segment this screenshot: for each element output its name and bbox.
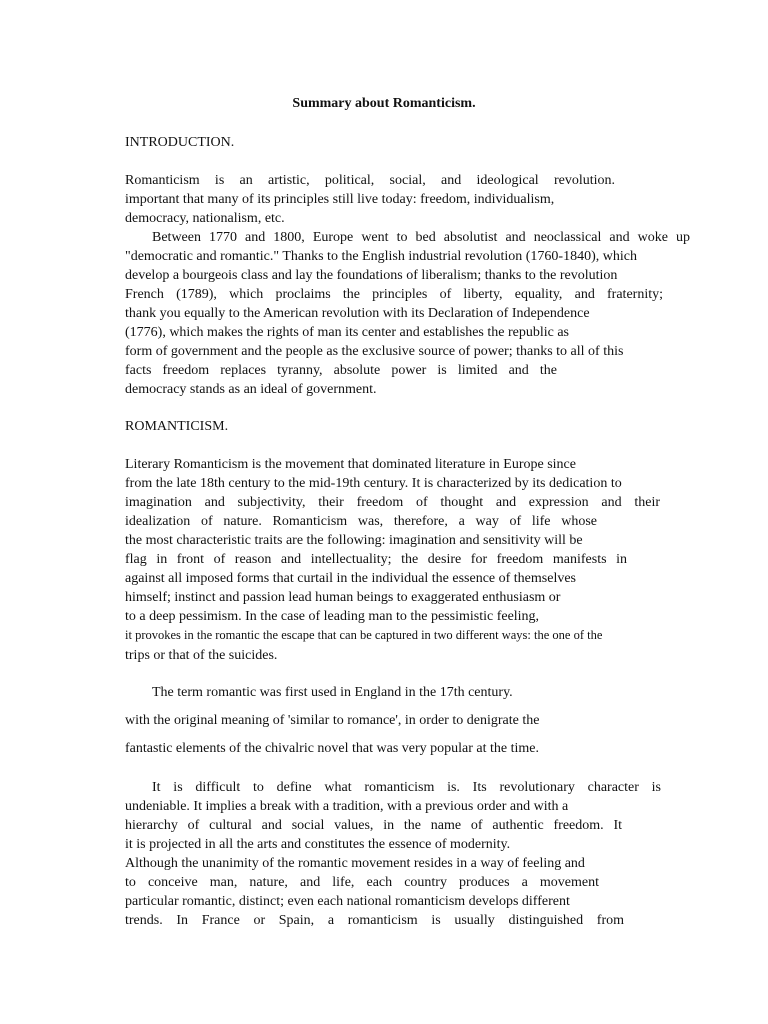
text-line: thank you equally to the American revolution with its Declaration of Independence	[125, 306, 590, 321]
text-line: The term romantic was first used in England in the 17th century.	[152, 685, 513, 700]
text-line: with the original meaning of 'similar to romance', in order to denigrate the	[125, 713, 540, 728]
text-line: against all imposed forms that curtail in the individual the essence of themselves	[125, 571, 576, 586]
text-line: French (1789), which proclaims the principles of liberty, equality, and fraternity;	[125, 287, 663, 302]
text-line: trips or that of the suicides.	[125, 648, 278, 663]
text-line: form of government and the people as the exclusive source of power; thanks to all of this	[125, 344, 624, 359]
text-line: Between 1770 and 1800, Europe went to bed absolutist and neoclassical and woke up	[152, 230, 690, 245]
text-line: flag in front of reason and intellectuality; the desire for freedom manifests in	[125, 552, 627, 567]
text-line: fantastic elements of the chivalric novel that was very popular at the time.	[125, 741, 540, 756]
page-title: Summary about Romanticism.	[292, 96, 476, 111]
text-line: It is difficult to define what romanticism is. Its revolutionary character is	[152, 780, 661, 795]
text-line: facts freedom replaces tyranny, absolute power is limited and the	[125, 363, 557, 378]
text-line: (1776), which makes the rights of man its center and establishes the republic as	[125, 325, 569, 340]
section-heading-introduction: INTRODUCTION.	[125, 135, 235, 150]
text-line: particular romantic, distinct; even each national romanticism develops different	[125, 894, 570, 909]
text-line: it is projected in all the arts and constitutes the essence of modernity.	[125, 837, 511, 852]
text-line: trends. In France or Spain, a romanticism is usually distinguished from	[125, 913, 624, 928]
text-line: "democratic and romantic." Thanks to the English industrial revolution (1760-1840), which	[125, 249, 637, 264]
text-line: to conceive man, nature, and life, each country produces a movement	[125, 875, 599, 890]
text-line: hierarchy of cultural and social values, in the name of authentic freedom. It	[125, 818, 622, 833]
text-line: important that many of its principles still live today: freedom, individualism,	[125, 192, 555, 207]
section-heading-romanticism: ROMANTICISM.	[125, 419, 229, 434]
text-line: from the late 18th century to the mid-19th century. It is characterized by its dedication to	[125, 476, 622, 491]
text-line: Although the unanimity of the romantic movement resides in a way of feeling and	[125, 856, 585, 871]
text-line: the most characteristic traits are the following: imagination and sensitivity will be	[125, 533, 583, 548]
text-line: to a deep pessimism. In the case of leading man to the pessimistic feeling,	[125, 609, 540, 624]
text-line: democracy stands as an ideal of government.	[125, 382, 377, 397]
text-line: idealization of nature. Romanticism was, therefore, a way of life whose	[125, 514, 597, 529]
text-line: it provokes in the romantic the escape that can be captured in two different ways: the one of the	[125, 628, 603, 642]
text-line: imagination and subjectivity, their freedom of thought and expression and their	[125, 495, 660, 510]
text-line: democracy, nationalism, etc.	[125, 211, 285, 226]
text-line: Literary Romanticism is the movement that dominated literature in Europe since	[125, 457, 576, 472]
text-line: Romanticism is an artistic, political, social, and ideological revolution.	[125, 173, 615, 188]
text-line: himself; instinct and passion lead human beings to exaggerated enthusiasm or	[125, 590, 561, 605]
text-line: develop a bourgeois class and lay the foundations of liberalism; thanks to the revolution	[125, 268, 618, 283]
text-line: undeniable. It implies a break with a tradition, with a previous order and with a	[125, 799, 569, 814]
